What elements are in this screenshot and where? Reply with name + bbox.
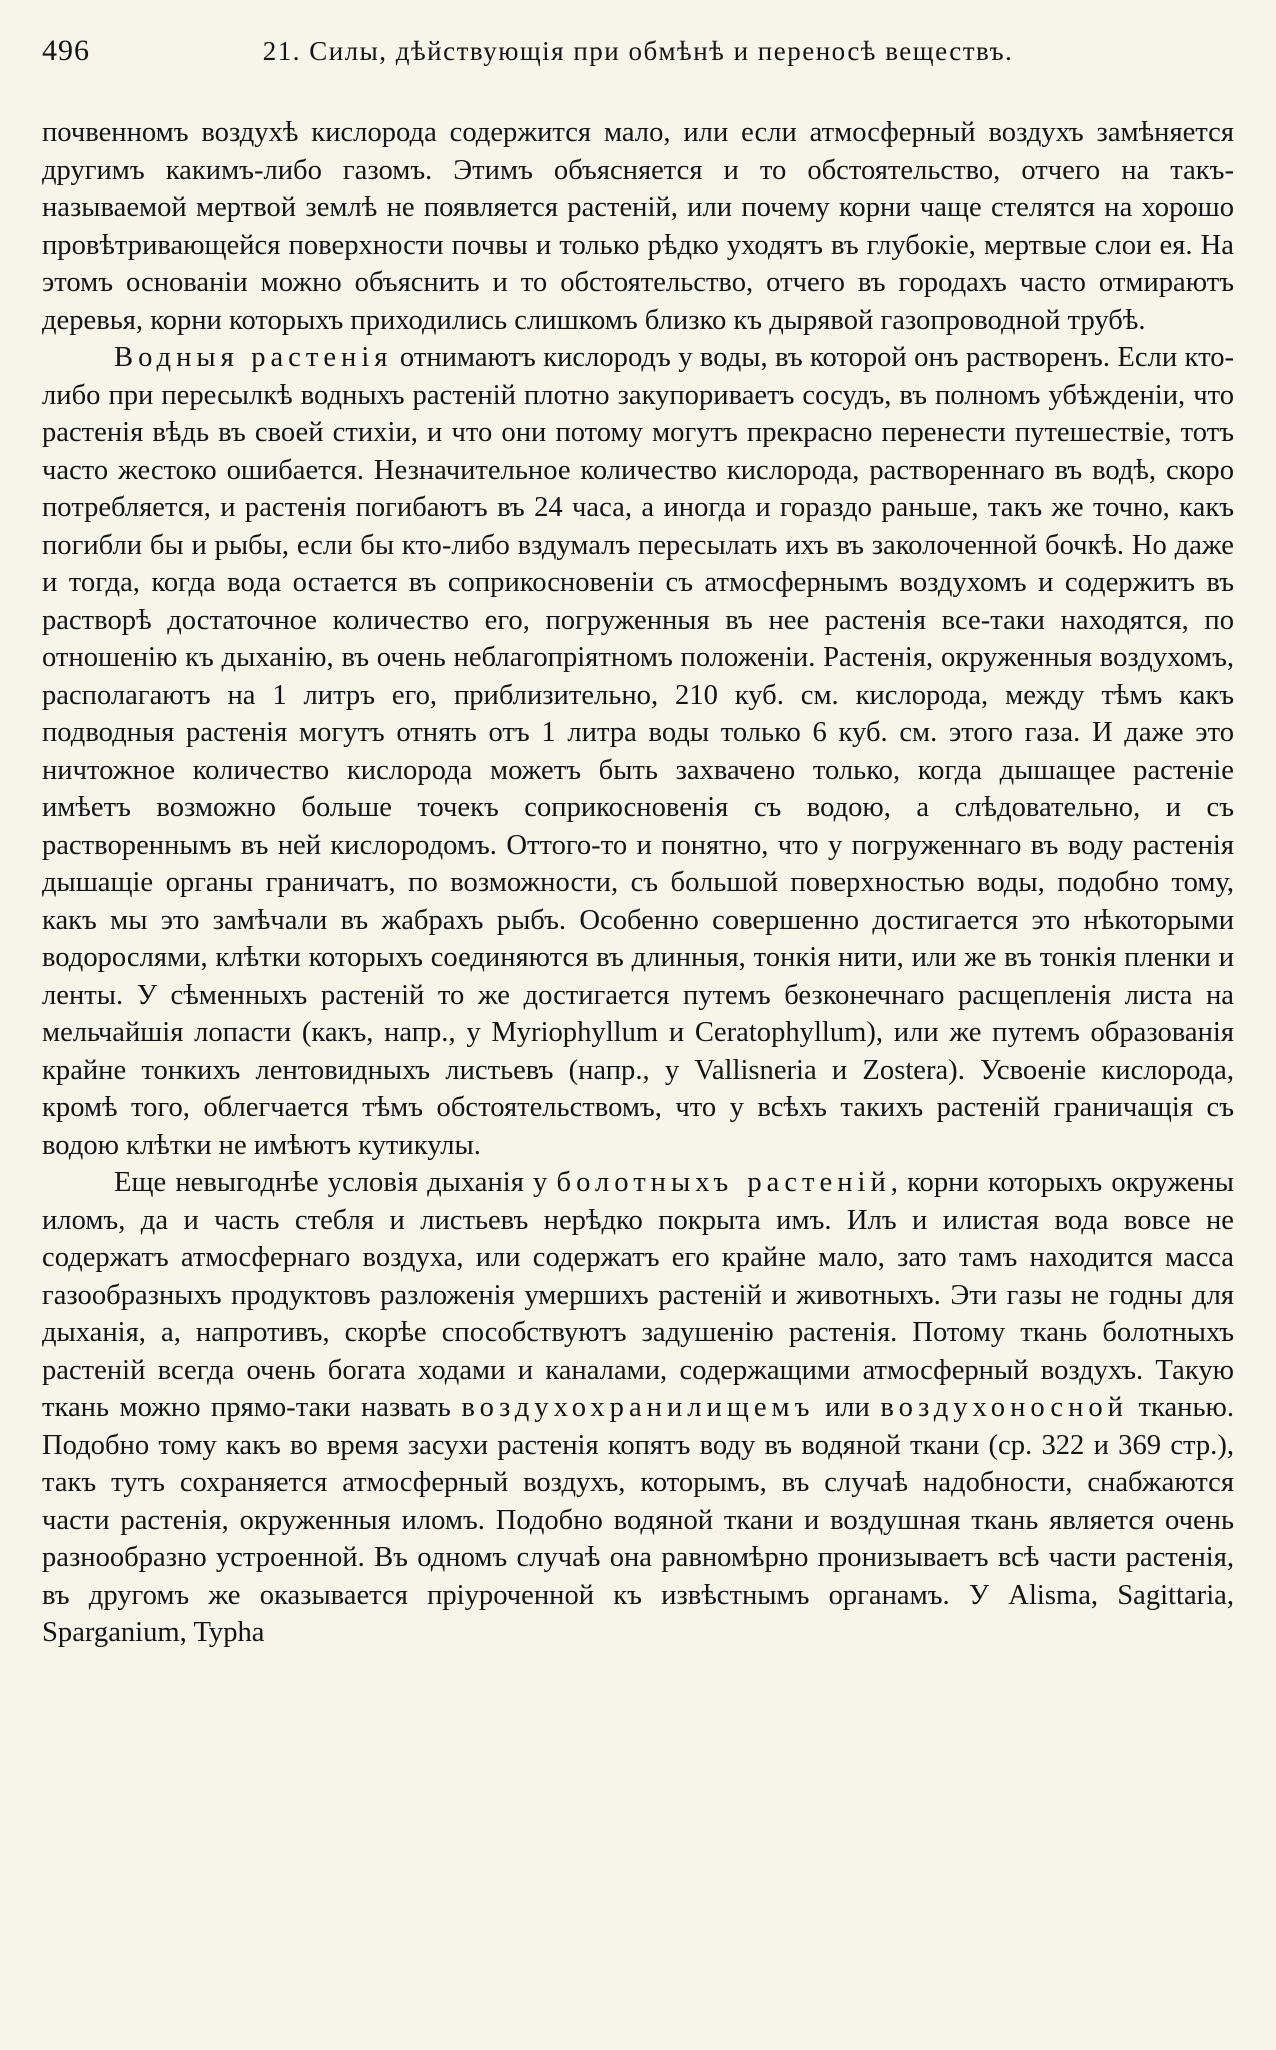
text-run: тканью. Подобно тому какъ во время засухи растенія копятъ воду въ водяной ткани (ср. 322 и 369 стр.), такъ тутъ сохраняется атмосферный воздухъ, которымъ, въ случаѣ надобности, снабжаются части растенія, окруженныя иломъ. Подобно водяной ткани и воздушная ткань является очень разнообразно устроенной. Въ одномъ случаѣ она равномѣрно пронизываетъ всѣ части растенія, въ другомъ же оказывается пріуроченной къ извѣстнымъ органамъ. У Alisma, Sagittaria, Sparganium, Typha — [42, 1392, 1234, 1648]
page-number: 496 — [42, 34, 90, 67]
text-run: , корни которыхъ окружены иломъ, да и часть стебля и листьевъ нерѣдко покрыта имъ. Илъ и илистая вода вовсе не содержатъ атмосфернаго воздуха, или содержатъ его крайне мало, зато тамъ находится масса газообразныхъ продуктовъ разложенія умершихъ растеній и животныхъ. Эти газы не годны для дыханія, а, напротивъ, скорѣе способствуютъ задушенію растенія. Потому ткань болотныхъ растеній всегда очень богата ходами и каналами, содержащими атмосферный воздухъ. Такую ткань можно прямо-таки назвать — [42, 1167, 1234, 1423]
spaced-term: Водныя растенія — [114, 342, 393, 373]
text-run: или — [814, 1392, 881, 1423]
paragraph — [42, 1164, 1234, 1652]
running-title: 21. Силы, дѣйствующія при обмѣнѣ и переносѣ веществъ. — [262, 36, 1014, 66]
book-page — [42, 34, 1234, 1652]
spaced-term: воздухохранилищемъ — [461, 1392, 815, 1423]
body-text — [42, 114, 1234, 1652]
page-header — [42, 34, 1234, 78]
spaced-term: воздухоносной — [880, 1392, 1128, 1423]
text-run: отнимаютъ кислородъ у воды, въ которой онъ растворенъ. Если кто-либо при пересылкѣ водныхъ растеній плотно закупориваетъ сосудъ, въ полномъ убѣжденіи, что растенія вѣдь въ своей стихіи, и что они потому могутъ прекрасно перенести путешествіе, тотъ часто жестоко ошибается. Незначительное количество кислорода, раствореннаго въ водѣ, скоро потребляется, и растенія погибаютъ въ 24 часа, а иногда и гораздо раньше, такъ же точно, какъ погибли бы и рыбы, если бы кто-либо вздумалъ пересылать ихъ въ заколоченной бочкѣ. Но даже и тогда, когда вода остается въ соприкосновеніи съ атмосфернымъ воздухомъ и содержитъ въ растворѣ достаточное количество его, погруженныя въ нее растенія все-таки находятся, по отношенію къ дыханію, въ очень неблагопріятномъ положеніи. Растенія, окруженныя воздухомъ, располагаютъ на 1 литръ его, приблизительно, 210 куб. см. кислорода, между тѣмъ какъ подводныя растенія могутъ отнять отъ 1 литра воды только 6 куб. см. этого газа. И даже это ничтожное количество кислорода можетъ быть захвачено только, когда дышащее растеніе имѣетъ возможно больше точекъ соприкосновенія съ водою, а слѣдовательно, и съ раствореннымъ въ ней кислородомъ. Оттого-то и понятно, что у погруженнаго въ воду растенія дышащіе органы граничатъ, по возможности, съ большой поверхностью воды, подобно тому, какъ мы это замѣчали въ жабрахъ рыбъ. Особенно совершенно достигается это нѣкоторыми водорослями, клѣтки которыхъ соединяются въ длинныя, тонкія нити, или же въ тонкія пленки и ленты. У сѣменныхъ растеній то же достигается путемъ безконечнаго расщепленія листа на мельчайшія лопасти (какъ, напр., у Myriophyllum и Ceratophyllum), или же путемъ образованія крайне тонкихъ лентовидныхъ листьевъ (напр., у Vallisneria и Zostera). Усвоеніе кислорода, кромѣ того, облегчается тѣмъ обстоятельствомъ, что у всѣхъ такихъ растеній граничащія съ водою клѣтки не имѣютъ кутикулы. — [42, 342, 1235, 1161]
spaced-term: болотныхъ растеній — [556, 1167, 891, 1198]
paragraph — [42, 114, 1234, 339]
paragraph — [42, 339, 1234, 1164]
text-run: почвенномъ воздухѣ кислорода содержится мало, или если атмосферный воздухъ замѣняется другимъ какимъ-либо газомъ. Этимъ объясняется и то обстоятельство, отчего на такъ-называемой мертвой землѣ не появляется растеній, или почему корни чаще стелятся на хорошо провѣтривающейся поверхности почвы и только рѣдко уходятъ въ глубокіе, мертвые слои ея. На этомъ основаніи можно объяснить и то обстоятельство, отчего въ городахъ часто отмираютъ деревья, корни которыхъ приходились слишкомъ близко къ дырявой газопроводной трубѣ. — [42, 117, 1234, 336]
text-run: Еще невыгоднѣе условія дыханія у — [114, 1167, 557, 1198]
